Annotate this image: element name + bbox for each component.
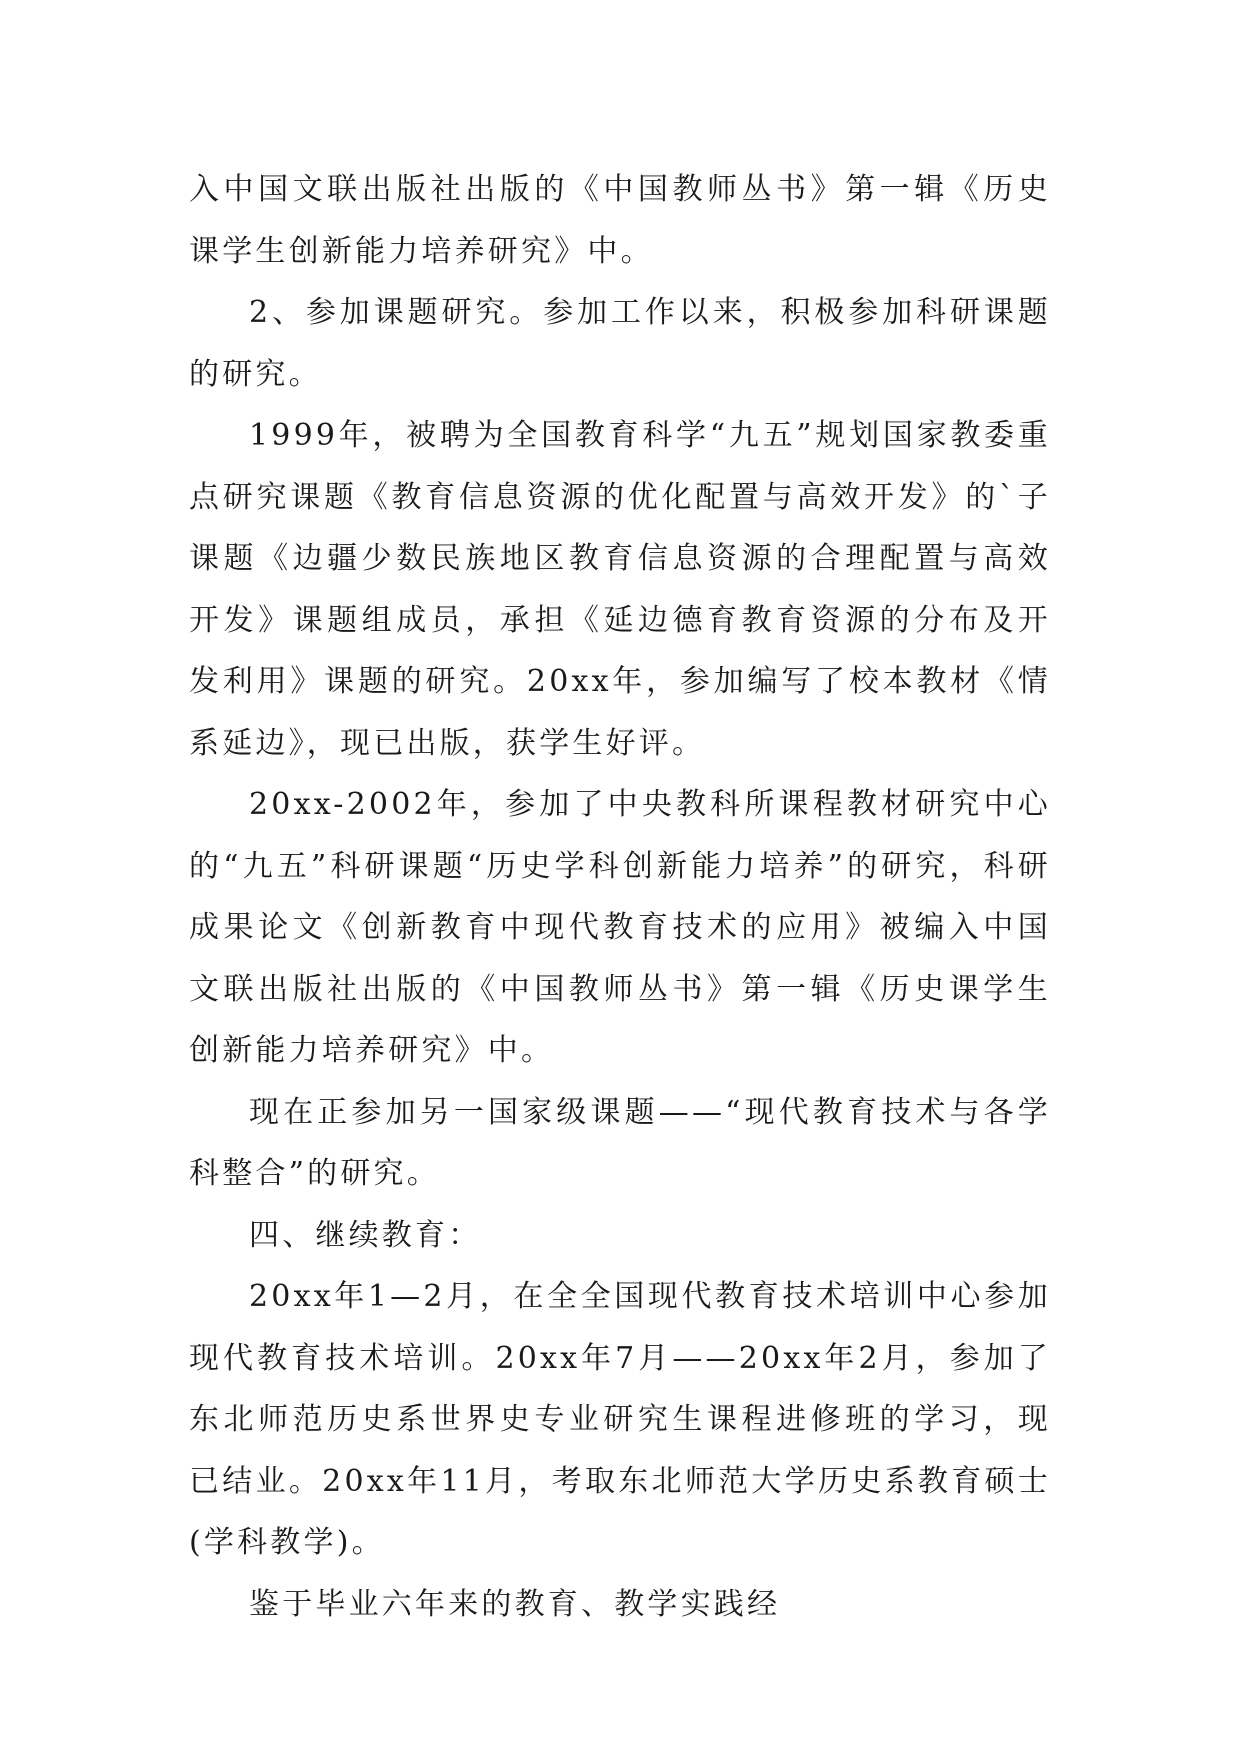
paragraph-closing: 鉴于毕业六年来的教育、教学实践经: [249, 1586, 781, 1622]
paragraph-research-projects: 2、参加课题研究。参加工作以来，积极参加科研课题的研究。: [189, 295, 1051, 392]
paragraph-continuing-education: 20xx年1—2月，在全全国现代教育技术培训中心参加现代教育技术培训。20xx年7月——20xx年2月，参加了东北师范历史系世界史专业研究生课程进修班的学习，现已结业。20xx年11月，考取东北师范大学历史系教育硕士(学科教学)。: [189, 1279, 1051, 1560]
section-heading-continuing-education: 四、继续教育：: [249, 1217, 482, 1253]
paragraph-20xx-2002: 20xx-2002年，参加了中央教科所课程教材研究中心的“九五”科研课题“历史学科创新能力培养”的研究，科研成果论文《创新教育中现代教育技术的应用》被编入中国文联出版社出版的《中国教师丛书》第一辑《历史课学生创新能力培养研究》中。: [189, 787, 1051, 1068]
document-body: [189, 159, 1051, 1635]
paragraph-continuation: 入中国文联出版社出版的《中国教师丛书》第一辑《历史课学生创新能力培养研究》中。: [189, 172, 1051, 269]
paragraph-current-project: 现在正参加另一国家级课题——“现代教育技术与各学科整合”的研究。: [189, 1094, 1051, 1191]
paragraph-1999: 1999年，被聘为全国教育科学“九五”规划国家教委重点研究课题《教育信息资源的优化配置与高效开发》的`子课题《边疆少数民族地区教育信息资源的合理配置与高效开发》课题组成员，承担《延边德育教育资源的分布及开发利用》课题的研究。20xx年，参加编写了校本教材《情系延边》，现已出版，获学生好评。: [189, 418, 1051, 761]
